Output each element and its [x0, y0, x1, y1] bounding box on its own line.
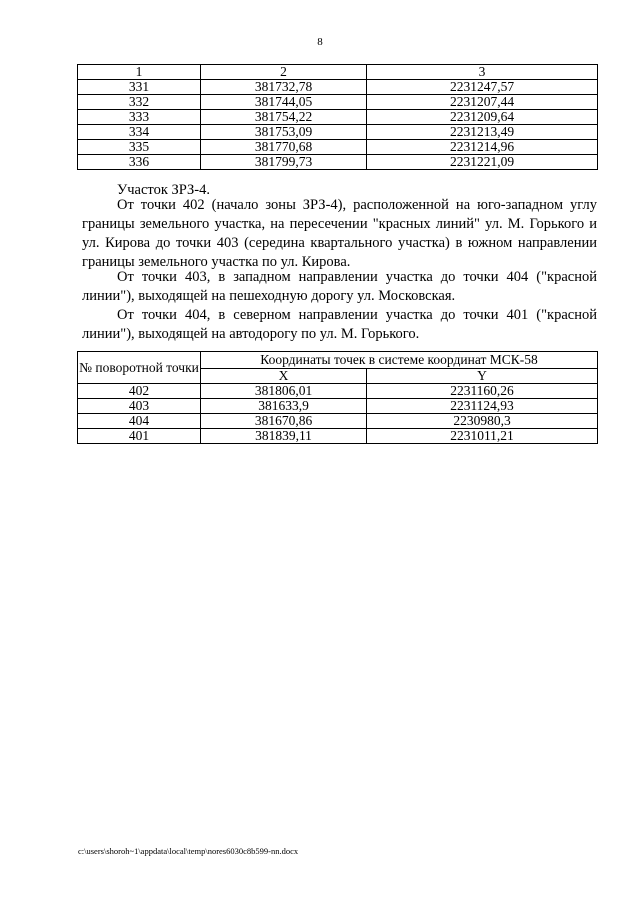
y-coordinate-cell: 2231160,26	[367, 384, 598, 399]
y-coordinate-cell: 2231213,49	[367, 125, 598, 140]
coordinates-header: Координаты точек в системе координат МСК-58	[201, 352, 598, 369]
section-title: Участок ЗРЗ-4.	[117, 182, 210, 198]
table-row	[78, 429, 598, 444]
y-header: Y	[367, 369, 598, 384]
x-coordinate-cell: 381806,01	[201, 384, 367, 399]
point-number-cell: 402	[78, 384, 201, 399]
point-number-cell: 335	[78, 140, 201, 155]
x-coordinate-cell: 381799,73	[201, 155, 367, 170]
y-coordinate-cell: 2231207,44	[367, 95, 598, 110]
x-coordinate-cell: 381753,09	[201, 125, 367, 140]
table-header-cell: 3	[367, 65, 598, 80]
point-number-cell: 403	[78, 399, 201, 414]
y-coordinate-cell: 2231221,09	[367, 155, 598, 170]
y-coordinate-cell: 2230980,3	[367, 414, 598, 429]
file-path-footer: c:\users\shoroh~1\appdata\local\temp\nores6030c8b599-nn.docx	[78, 846, 299, 856]
point-number-cell: 332	[78, 95, 201, 110]
point-number-cell: 334	[78, 125, 201, 140]
table-header-cell: 2	[201, 65, 367, 80]
paragraph-route-2: От точки 403, в западном направлении участка до точки 404 ("красной линии"), выходящей на пешеходную дорогу ул. Московская.	[82, 269, 597, 304]
table-row	[78, 155, 598, 170]
table-row	[78, 80, 598, 95]
coordinates-table-1	[77, 64, 598, 170]
point-number-header: № поворотной точки	[78, 352, 201, 384]
x-coordinate-cell: 381770,68	[201, 140, 367, 155]
table-row	[78, 140, 598, 155]
x-coordinate-cell: 381744,05	[201, 95, 367, 110]
table-row	[78, 125, 598, 140]
y-coordinate-cell: 2231124,93	[367, 399, 598, 414]
table-row	[78, 399, 598, 414]
x-coordinate-cell: 381633,9	[201, 399, 367, 414]
point-number-cell: 404	[78, 414, 201, 429]
point-number-cell: 336	[78, 155, 201, 170]
table-header-row	[78, 65, 598, 80]
y-coordinate-cell: 2231209,64	[367, 110, 598, 125]
x-coordinate-cell: 381839,11	[201, 429, 367, 444]
x-coordinate-cell: 381732,78	[201, 80, 367, 95]
paragraph-route-1: От точки 402 (начало зоны ЗРЗ-4), расположенной на юго-западном углу границы земельного участка, на пересечении "красных линий" ул. М. Горького и ул. Кирова до точки 403 (середина квартального участка) в южном направлении границы земельного участка по ул. Кирова.	[82, 197, 597, 270]
x-coordinate-cell: 381670,86	[201, 414, 367, 429]
table-row	[78, 110, 598, 125]
point-number-cell: 331	[78, 80, 201, 95]
x-coordinate-cell: 381754,22	[201, 110, 367, 125]
coordinates-table-2	[77, 351, 598, 444]
table-row	[78, 95, 598, 110]
x-header: X	[201, 369, 367, 384]
table-row	[78, 384, 598, 399]
y-coordinate-cell: 2231247,57	[367, 80, 598, 95]
table-header-cell: 1	[78, 65, 201, 80]
point-number-cell: 333	[78, 110, 201, 125]
y-coordinate-cell: 2231214,96	[367, 140, 598, 155]
paragraph-route-3: От точки 404, в северном направлении участка до точки 401 ("красной линии"), выходящей на автодорогу по ул. М. Горького.	[82, 307, 597, 342]
point-number-cell: 401	[78, 429, 201, 444]
y-coordinate-cell: 2231011,21	[367, 429, 598, 444]
table-header-row	[78, 352, 598, 369]
table-row	[78, 414, 598, 429]
page-number: 8	[317, 36, 323, 48]
